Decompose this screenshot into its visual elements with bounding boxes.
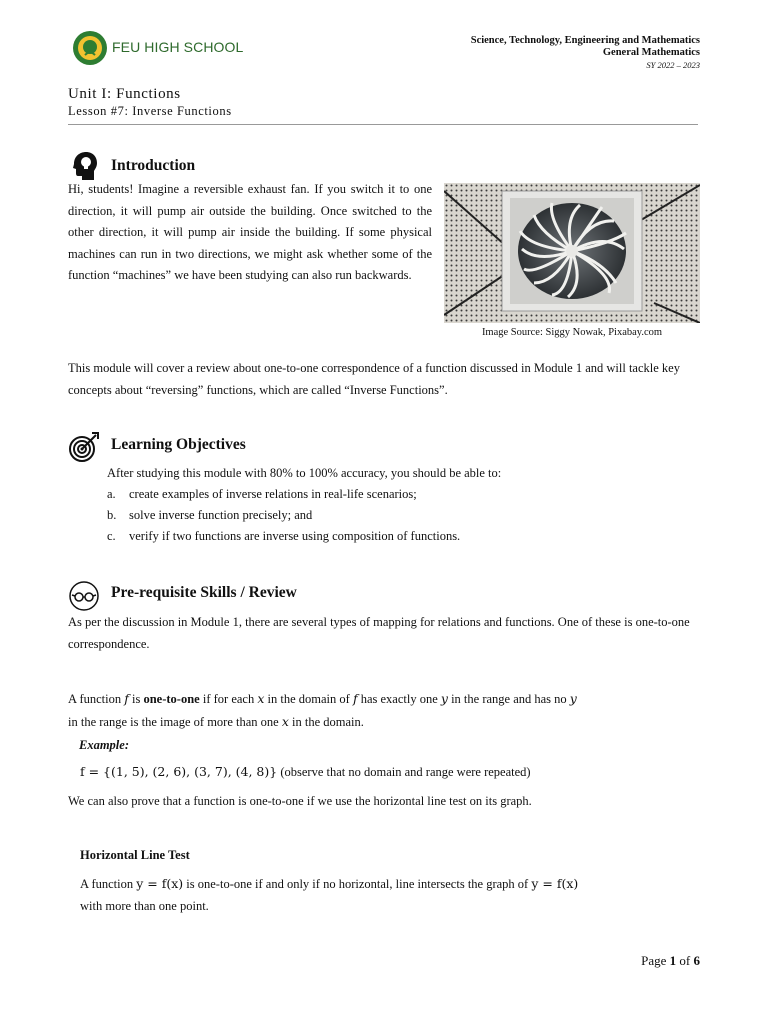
introduction-paragraph: Hi, students! Imagine a reversible exhaust fan. If you switch it to one direction, it will pump air outside the building. Once switched to the other direction, it will pump air inside the building. If some physical machines can run in two directions, we might ask whether some of the function “machines” we have been studying can also run backwards. bbox=[68, 182, 432, 282]
introduction-heading: Introduction bbox=[111, 157, 196, 174]
objectives-list bbox=[107, 484, 707, 547]
example-set: f = {(1, 5), (2, 6), (3, 7), (4, 8)} bbox=[80, 764, 278, 779]
header-divider bbox=[68, 124, 698, 125]
unit-title: Unit I: Functions bbox=[68, 86, 181, 102]
head-lightbulb-icon bbox=[68, 150, 100, 182]
objective-text: create examples of inverse relations in real-life scenarios; bbox=[129, 487, 417, 501]
school-seal-icon bbox=[72, 30, 108, 66]
example-label: Example: bbox=[79, 738, 129, 752]
one-to-one-definition: A function f is one-to-one if for each x in the domain of f has exactly one y in the range and has no y in the range is the image of more than one x in the domain. bbox=[68, 691, 577, 729]
glasses-icon bbox=[68, 580, 100, 612]
school-logo bbox=[72, 30, 262, 66]
hlt-heading: Horizontal Line Test bbox=[80, 848, 190, 862]
school-year: SY 2022 – 2023 bbox=[646, 60, 700, 70]
exhaust-fan-image bbox=[444, 183, 700, 323]
objective-label: a. bbox=[107, 487, 116, 501]
document-header-info bbox=[471, 35, 700, 71]
objective-text: verify if two functions are inverse using composition of functions. bbox=[129, 529, 461, 543]
objective-item bbox=[107, 526, 707, 547]
example-note: (observe that no domain and range were repeated) bbox=[280, 765, 531, 779]
target-icon bbox=[68, 431, 100, 463]
prereq-paragraph: As per the discussion in Module 1, there are several types of mapping for relations and functions. One of these is one-to-one correspondence. bbox=[68, 615, 690, 651]
objective-label: b. bbox=[107, 508, 117, 522]
lesson-title: Lesson #7: Inverse Functions bbox=[68, 104, 232, 118]
objective-item bbox=[107, 484, 707, 505]
objectives-icon bbox=[68, 431, 100, 468]
subject-name: General Mathematics bbox=[602, 47, 700, 58]
objective-text: solve inverse function precisely; and bbox=[129, 508, 313, 522]
one-to-one-term: one-to-one bbox=[143, 692, 200, 706]
school-name: FEU HIGH SCHOOL bbox=[112, 39, 244, 55]
objectives-intro: After studying this module with 80% to 100% accuracy, you should be able to: bbox=[107, 466, 502, 480]
prereq-heading: Pre-requisite Skills / Review bbox=[111, 584, 297, 601]
module-coverage-paragraph: This module will cover a review about one-to-one correspondence of a function discussed in Module 1 and will tackle key concepts about “reversing” functions, which are called “Inverse Functions”. bbox=[68, 361, 680, 397]
page-number: Page 1 of 6 bbox=[641, 953, 700, 968]
example-line bbox=[80, 764, 531, 780]
image-caption: Image Source: Siggy Nowak, Pixabay.com bbox=[481, 327, 663, 338]
hlt-definition: A function y = f(x) is one-to-one if and only if no horizontal, line intersects the graph of y = f(x) with more than one point. bbox=[80, 876, 579, 913]
program-name: Science, Technology, Engineering and Mathematics bbox=[470, 35, 700, 46]
objective-item bbox=[107, 505, 707, 526]
exhaust-fan-photo-icon bbox=[444, 183, 700, 323]
horizontal-line-proof: We can also prove that a function is one-to-one if we use the horizontal line test on its graph. bbox=[68, 794, 532, 808]
objectives-heading: Learning Objectives bbox=[111, 436, 246, 453]
objective-label: c. bbox=[107, 529, 116, 543]
